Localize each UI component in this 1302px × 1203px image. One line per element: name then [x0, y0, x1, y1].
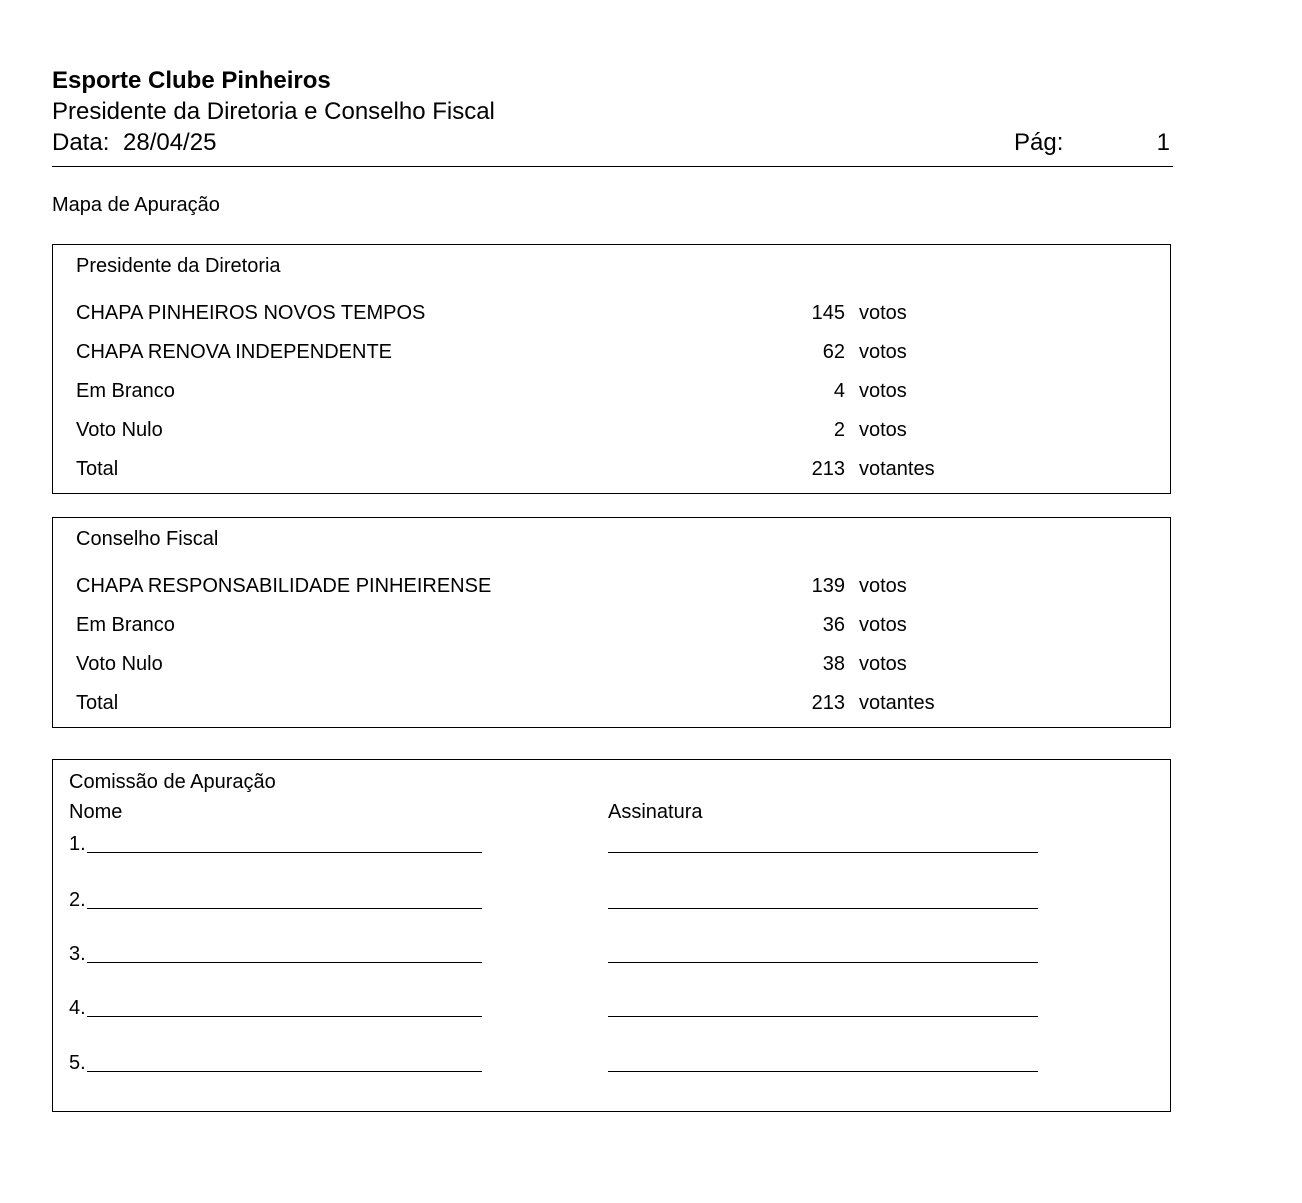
result-row: [53, 378, 1170, 404]
presidente-results-box: [52, 244, 1171, 494]
signature-blank-line: [608, 852, 1038, 853]
member-number: 3.: [69, 943, 86, 965]
total-row: [53, 456, 1170, 482]
vote-unit: votos: [859, 380, 907, 402]
page-label: Pág:: [1014, 129, 1064, 156]
member-number: 2.: [69, 889, 86, 911]
candidate-label: CHAPA RESPONSABILIDADE PINHEIRENSE: [76, 575, 492, 597]
name-column-header: Nome: [69, 801, 123, 823]
vote-unit: votos: [859, 614, 907, 636]
signature-blank-line: [608, 962, 1038, 963]
candidate-label: Voto Nulo: [76, 419, 163, 441]
result-row: [53, 612, 1170, 638]
vote-unit: votos: [859, 341, 907, 363]
total-unit: votantes: [859, 692, 935, 714]
name-blank-line: [87, 908, 482, 909]
vote-unit: votos: [859, 575, 907, 597]
name-blank-line: [87, 852, 482, 853]
member-number: 5.: [69, 1052, 86, 1074]
total-label: Total: [76, 458, 119, 480]
section-title-conselho: Conselho Fiscal: [76, 528, 219, 550]
result-row: [53, 651, 1170, 677]
vote-count: 38: [822, 653, 845, 675]
vote-count: 139: [811, 575, 845, 597]
vote-count: 2: [833, 419, 845, 441]
date-label: Data:: [52, 129, 110, 156]
signature-blank-line: [608, 908, 1038, 909]
candidate-label: Voto Nulo: [76, 653, 163, 675]
candidate-label: CHAPA PINHEIROS NOVOS TEMPOS: [76, 302, 426, 324]
signature-blank-line: [608, 1071, 1038, 1072]
club-name: Esporte Clube Pinheiros: [52, 67, 331, 94]
conselho-results-box: [52, 517, 1171, 728]
page-number: 1: [1156, 129, 1170, 156]
total-count: 213: [811, 692, 845, 714]
result-row: [53, 300, 1170, 326]
name-blank-line: [87, 1071, 482, 1072]
vote-count: 145: [811, 302, 845, 324]
map-title: Mapa de Apuração: [52, 194, 220, 216]
section-title-presidente: Presidente da Diretoria: [76, 255, 281, 277]
signature-blank-line: [608, 1016, 1038, 1017]
vote-count: 36: [822, 614, 845, 636]
total-label: Total: [76, 692, 119, 714]
signature-column-header: Assinatura: [608, 801, 703, 823]
name-blank-line: [87, 962, 482, 963]
name-blank-line: [87, 1016, 482, 1017]
result-row: [53, 573, 1170, 599]
vote-count: 62: [822, 341, 845, 363]
total-count: 213: [811, 458, 845, 480]
total-unit: votantes: [859, 458, 935, 480]
candidate-label: CHAPA RENOVA INDEPENDENTE: [76, 341, 392, 363]
candidate-label: Em Branco: [76, 380, 175, 402]
comissao-title: Comissão de Apuração: [69, 771, 276, 793]
vote-unit: votos: [859, 302, 907, 324]
vote-unit: votos: [859, 419, 907, 441]
result-row: [53, 417, 1170, 443]
header-divider: [52, 166, 1173, 167]
result-row: [53, 339, 1170, 365]
member-number: 1.: [69, 833, 86, 855]
election-title: Presidente da Diretoria e Conselho Fiscal: [52, 98, 495, 125]
comissao-box: [52, 759, 1171, 1112]
vote-unit: votos: [859, 653, 907, 675]
date-value: 28/04/25: [123, 129, 217, 156]
total-row: [53, 690, 1170, 716]
member-number: 4.: [69, 997, 86, 1019]
vote-count: 4: [833, 380, 845, 402]
candidate-label: Em Branco: [76, 614, 175, 636]
